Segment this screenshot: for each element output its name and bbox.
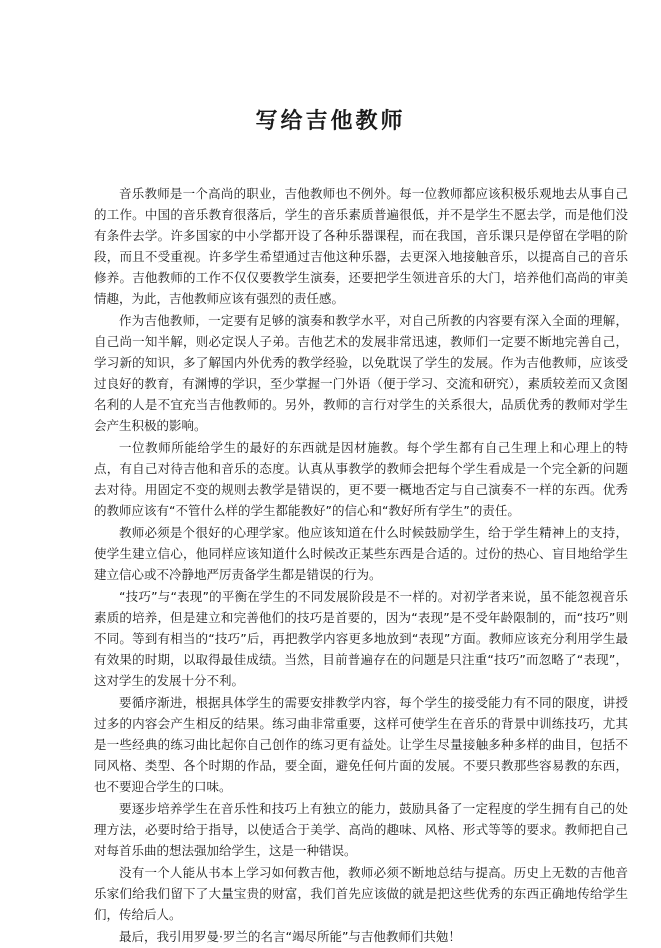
paragraph: 要循序渐进，根据具体学生的需要安排教学内容，每个学生的接受能力有不同的限度，讲授过多的内容会产生相反的结果。练习曲非常重要，这样可使学生在音乐的背景中训练技巧，尤其是一些经典的练习曲比起你自己创作的练习更有益处。让学生尽量接触多种多样的曲目，包括不同风格、类型、各个时期的作品，要全面，避免任何片面的发展。不要只教那些容易教的东西，也不要迎合学生的口味。 bbox=[94, 695, 628, 794]
page-title: 写给吉他教师 bbox=[255, 108, 406, 134]
paragraph: 作为吉他教师，一定要有足够的演奏和教学水平，对自己所教的内容要有深入全面的理解，自己尚一知半解，则必定误人子弟。吉他艺术的发展非常迅速，教师们一定要不断地完善自己，学习新的知识，多了解国内外优秀的教学经验，以免耽误了学生的发展。作为吉他教师，应该受过良好的教育，有渊博的学识，至少掌握一门外语（便于学习、交流和研究），素质较差而又贪图名利的人是不宜充当吉他教师的。另外，教师的言行对学生的关系很大，品质优秀的教师对学生会产生积极的影响。 bbox=[94, 313, 628, 433]
paragraph: 要逐步培养学生在音乐性和技巧上有独立的能力，鼓励具备了一定程度的学生拥有自己的处理方法，必要时给于指导，以使适合于美学、高尚的趣味、风格、形式等等的要求。教师把自己对每首乐曲的想法强加给学生，这是一种错误。 bbox=[94, 801, 628, 858]
paragraph: 一位教师所能给学生的最好的东西就是因材施教。每个学生都有自己生理上和心理上的特点，有自己对待吉他和音乐的态度。认真从事教学的教师会把每个学生看成是一个完全新的问题去对待。用固定不变的规则去教学是错误的，更不要一概地否定与自己演奏不一样的东西。优秀的教师应该有“不管什么样的学生都能教好”的信心和“教好所有学生”的责任。 bbox=[94, 440, 628, 518]
article-body bbox=[94, 183, 628, 948]
paragraph: 最后，我引用罗曼·罗兰的名言“竭尽所能”与吉他教师们共勉！ bbox=[119, 929, 461, 944]
paragraph: “技巧”与“表现”的平衡在学生的不同发展阶段是不一样的。对初学者来说，虽不能忽视音乐素质的培养，但是建立和完善他们的技巧是首要的，因为“表现”是不受年龄限制的，而“技巧”则不同。等到有相当的“技巧”后，再把教学内容更多地放到“表现”方面。教师应该充分利用学生最有效果的时期，以取得最佳成绩。当然，目前普遍存在的问题是只注重“技巧”而忽略了“表现”，这对学生的发展十分不利。 bbox=[94, 589, 628, 688]
paragraph: 教师必须是个很好的心理学家。他应该知道在什么时候鼓励学生，给于学生精神上的支持，使学生建立信心，他同样应该知道什么时候改正某些东西是合适的。过份的热心、盲目地给学生建立信心或不冷静地严厉责备学生都是错误的行为。 bbox=[94, 525, 628, 582]
paragraph: 没有一个人能从书本上学习如何教吉他，教师必须不断地总结与提高。历史上无数的吉他音乐家们给我们留下了大量宝贵的财富，我们首先应该做的就是把这些优秀的东西正确地传给学生们，传给后人。 bbox=[94, 865, 628, 922]
paragraph: 音乐教师是一个高尚的职业，吉他教师也不例外。每一位教师都应该积极乐观地去从事自己的工作。中国的音乐教育很落后，学生的音乐素质普遍很低，并不是学生不愿去学，而是他们没有条件去学。许多国家的中小学都开设了各种乐器课程，而在我国，音乐课只是停留在学唱的阶段，而且不受重视。许多学生希望通过吉他这种乐器，去更深入地接触音乐，以提高自己的音乐修养。吉他教师的工作不仅仅要教学生演奏，还要把学生领进音乐的大门，培养他们高尚的审美情趣，为此，吉他教师应该有强烈的责任感。 bbox=[94, 186, 628, 306]
